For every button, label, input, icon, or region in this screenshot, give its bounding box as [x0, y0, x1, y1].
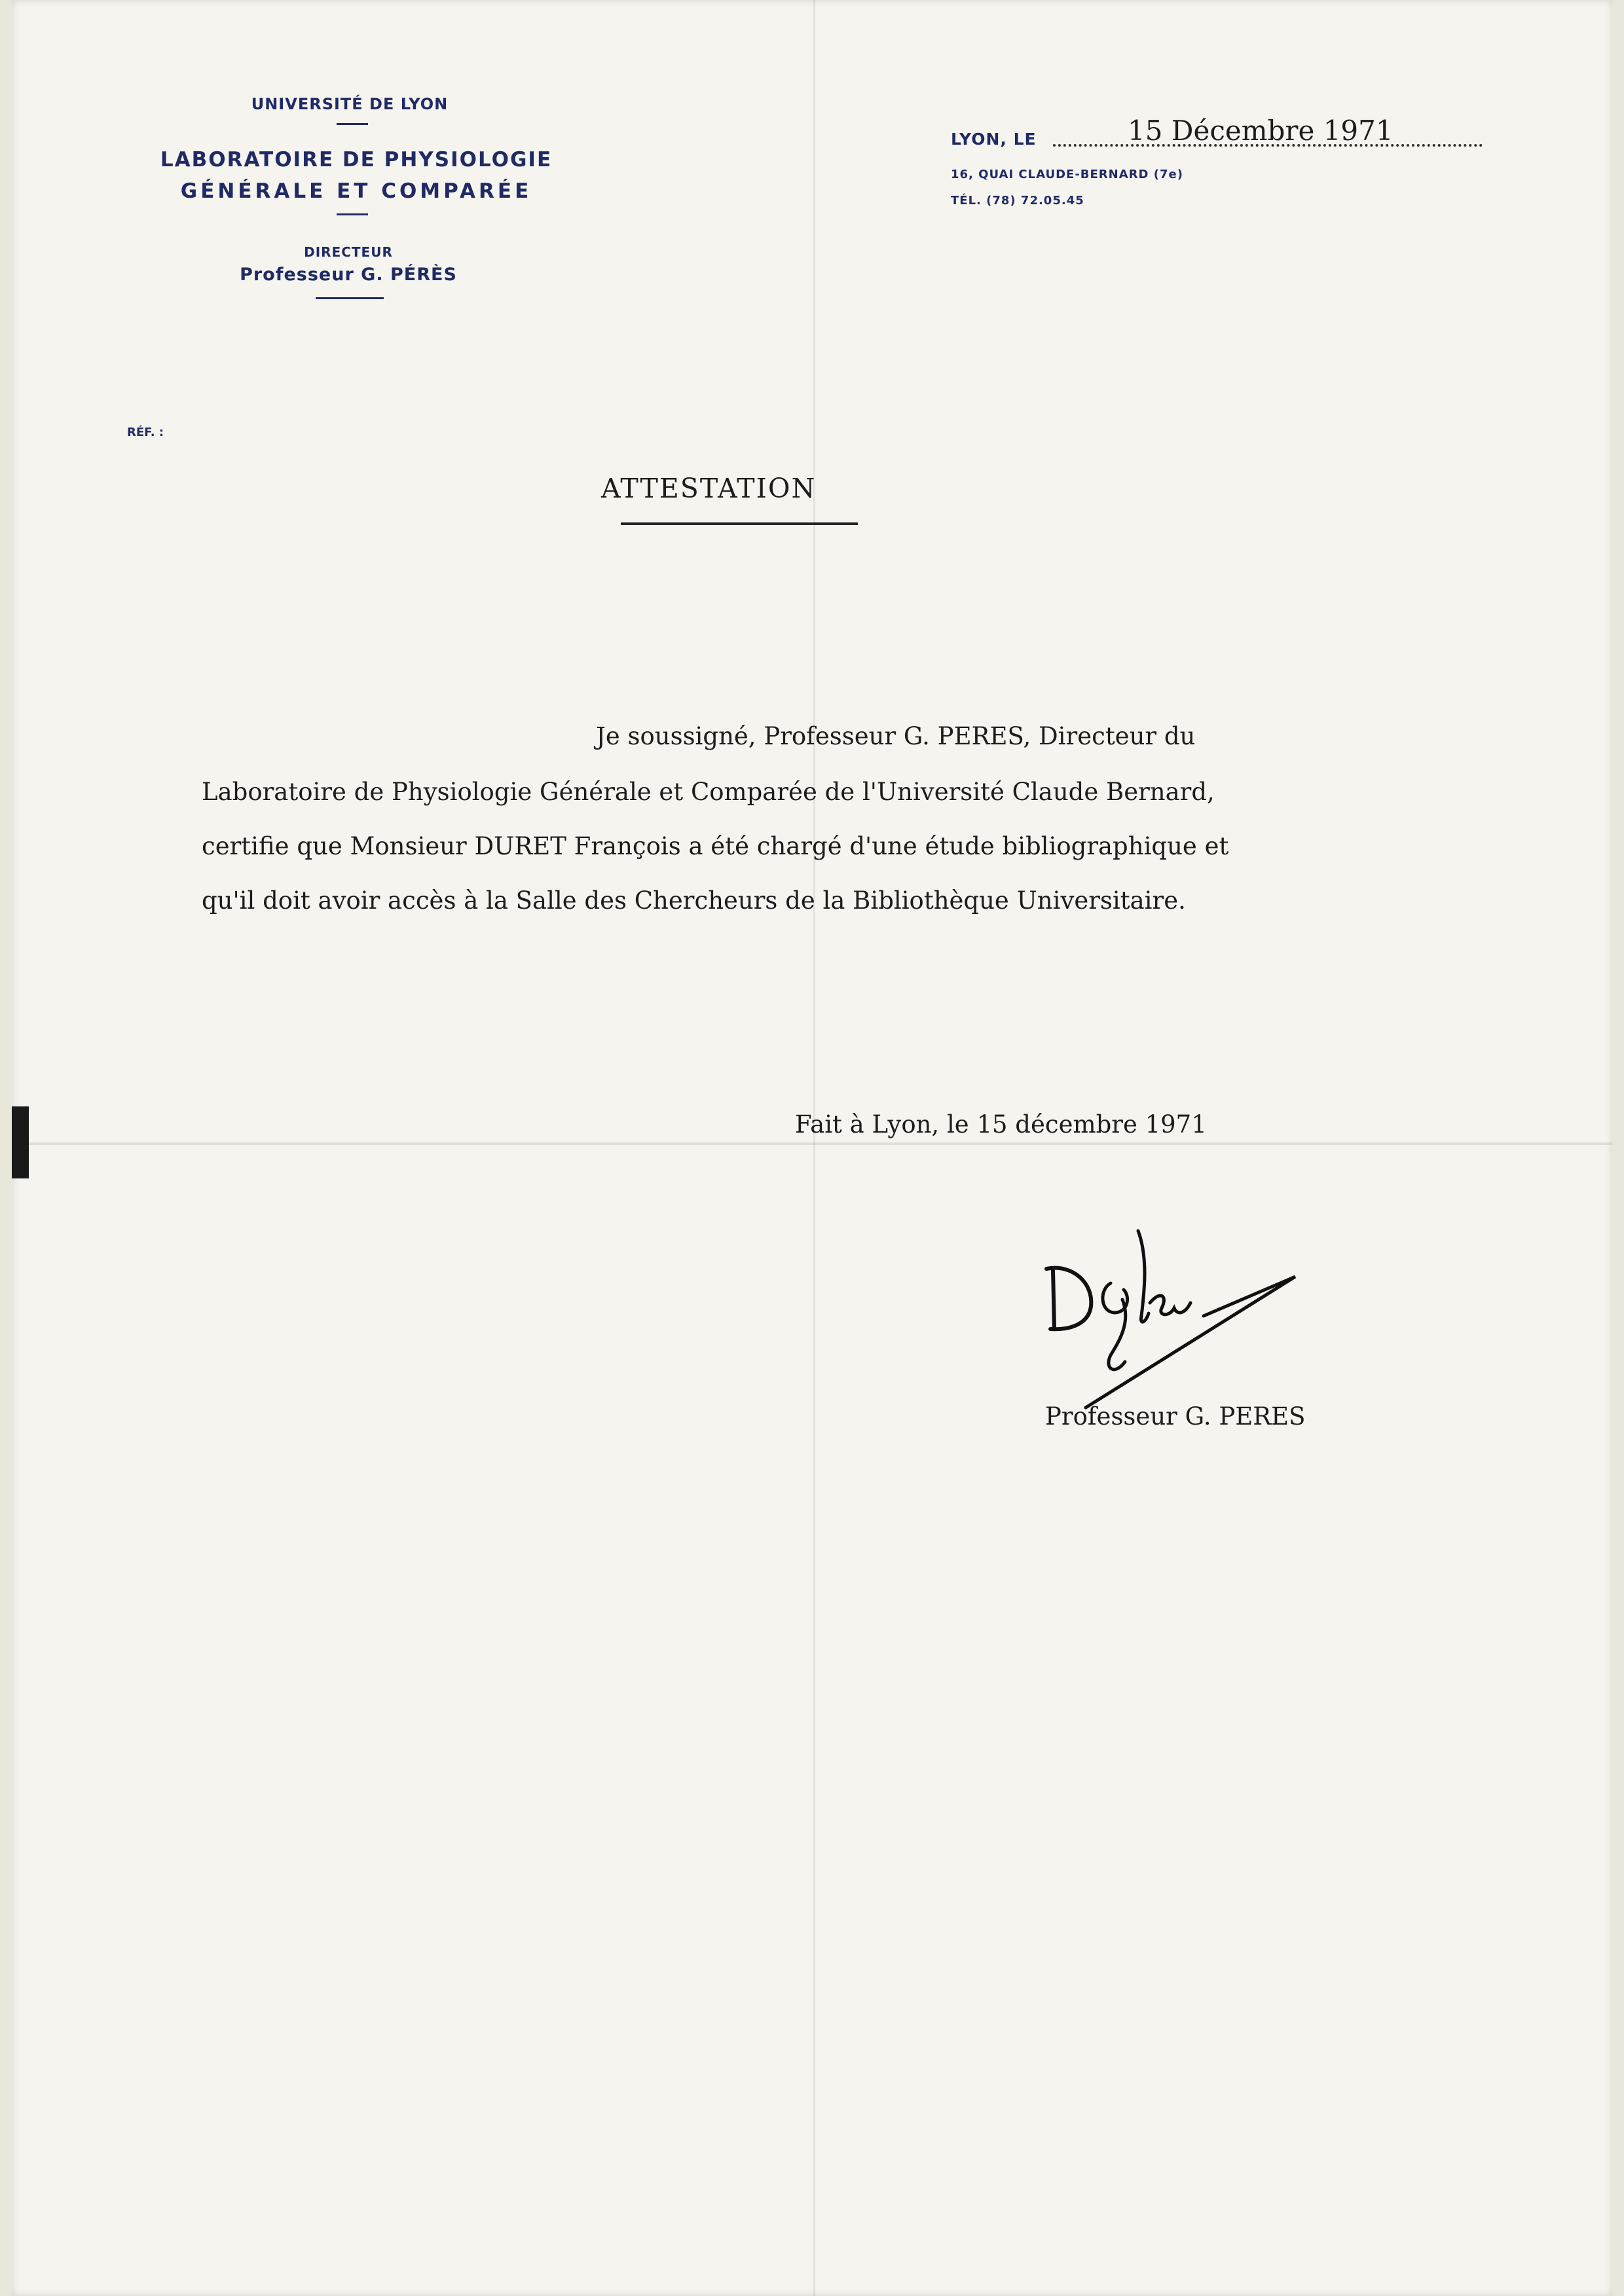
- director-label: DIRECTEUR: [304, 244, 393, 260]
- letterhead-divider: [337, 123, 368, 125]
- letterhead-divider: [337, 213, 368, 215]
- lab-name-line2: GÉNÉRALE ET COMPARÉE: [180, 179, 532, 203]
- document-title: ATTESTATION: [601, 473, 817, 504]
- header-date: 15 Décembre 1971: [1128, 115, 1393, 147]
- letterhead-divider: [316, 297, 384, 299]
- university-name: UNIVERSITÉ DE LYON: [251, 95, 449, 113]
- lab-name-line1: LABORATOIRE DE PHYSIOLOGIE: [160, 148, 553, 172]
- lab-phone: TÉL. (78) 72.05.45: [951, 194, 1084, 208]
- body-line-4: qu'il doit avoir accès à la Salle des Chercheurs de la Bibliothèque Universitaire.: [202, 886, 1186, 915]
- director-name: Professeur G. PÉRÈS: [240, 264, 457, 285]
- body-line-3: certifie que Monsieur DURET François a été chargé d'une étude bibliographique et: [202, 832, 1229, 860]
- closing-date-line: Fait à Lyon, le 15 décembre 1971: [795, 1110, 1207, 1139]
- vertical-fold-crease: [813, 0, 815, 2296]
- body-line-2: Laboratoire de Physiologie Générale et Comparée de l'Université Claude Bernard,: [202, 778, 1215, 806]
- handwritten-signature: [1033, 1192, 1315, 1414]
- horizontal-fold-crease: [12, 1142, 1612, 1145]
- document-page: [12, 0, 1612, 2296]
- signatory-name: Professeur G. PERES: [1045, 1402, 1306, 1430]
- reference-label: RÉF. :: [127, 426, 164, 439]
- body-line-1: Je soussigné, Professeur G. PERES, Directeur du: [596, 722, 1196, 750]
- city-label: LYON, LE: [951, 130, 1037, 149]
- title-underline: [621, 522, 858, 525]
- torn-edge-shadow: [12, 1106, 29, 1178]
- lab-address: 16, QUAI CLAUDE-BERNARD (7e): [951, 168, 1183, 181]
